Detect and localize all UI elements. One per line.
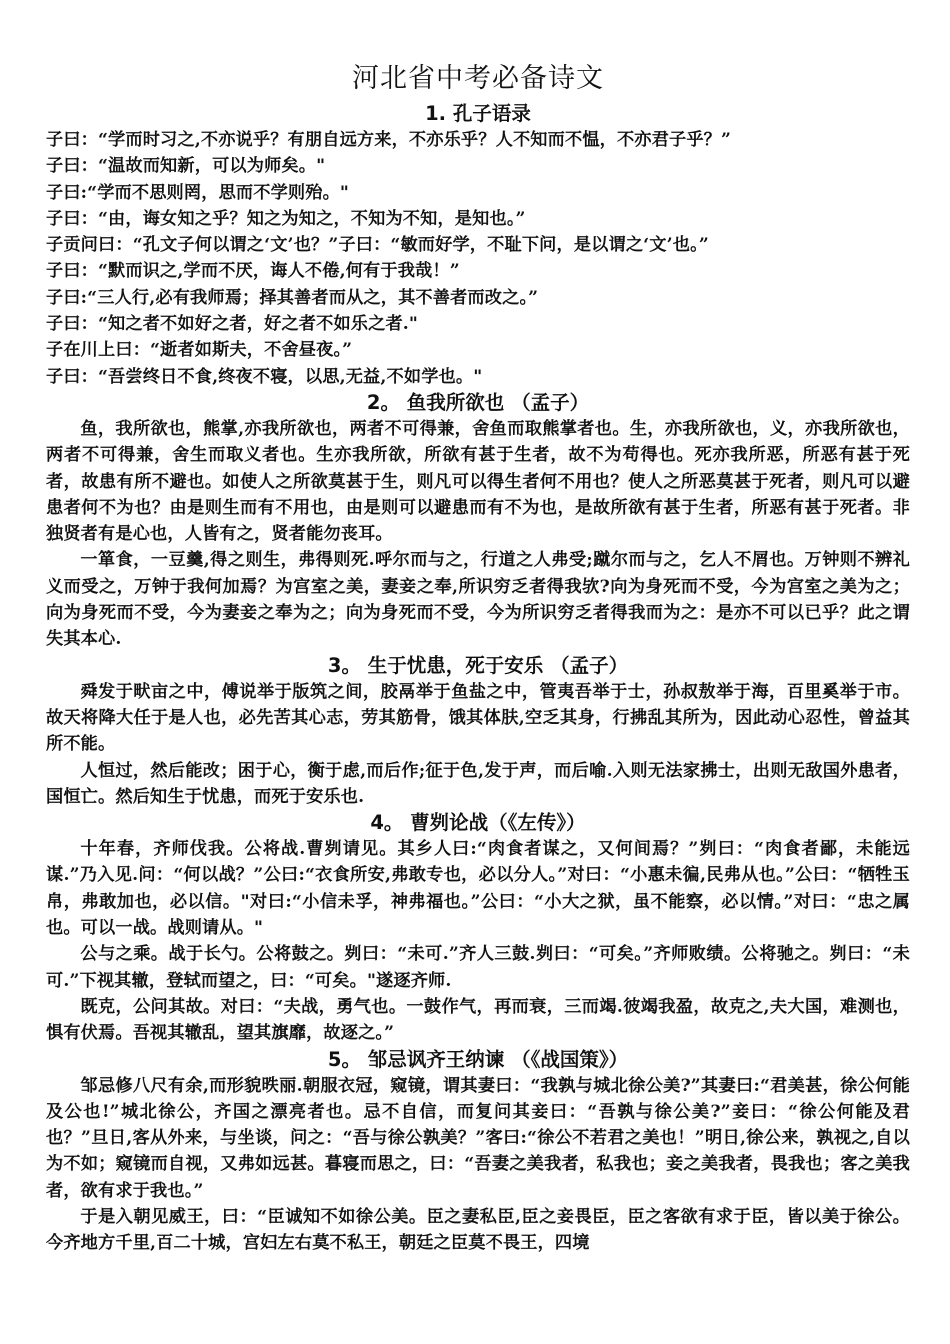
paragraph: 舜发于畎亩之中，傅说举于版筑之间，胶鬲举于鱼盐之中，管夷吾举于士，孙叔敖举于海，百里奚举于市。故天将降大任于是人也，必先苦其心志，劳其筋骨，饿其体肤,空乏其身，行拂乱其所为，因此动心忍性，曾益其所不能。 [46, 681, 910, 755]
text-line: 子曰：“温故而知新，可以为师矣。" [46, 156, 326, 177]
paragraph: 公与之乘。战于长勺。公将鼓之。刿曰：“未可.”齐人三鼓.刿曰：“可矣。”齐师败绩。公将驰之。刿曰：“未可.”下视其辙，登轼而望之，曰：“可矣。"遂逐齐师. [46, 944, 910, 991]
paragraph: 人恒过，然后能改；困于心，衡于虑,而后作;征于色,发于声，而后喻.入则无法家拂士，出则无敌国外患者，国恒亡。然后知生于忧患，而死于安乐也. [46, 760, 910, 807]
section-3 [46, 653, 910, 810]
text-line: 子曰：“吾尝终日不食,终夜不寝，以思,无益,不如学也。" [46, 366, 483, 387]
text-line: 子曰:“三人行,必有我师焉；择其善者而从之，其不善者而改之。” [46, 287, 539, 308]
paragraph: 十年春，齐师伐我。公将战.曹刿请见。其乡人曰:“肉食者谋之，又何间焉？”刿曰：“肉食者鄙，未能远谋.”乃入见.问：“何以战？”公曰:“衣食所安,弗敢专也，必以分人。”对曰：“小惠未徧,民弗从也。”公曰：“牺牲玉帛，弗敢加也，必以信。"对曰:“小信未孚，神弗福也。”公曰：“小大之狱，虽不能察，必以情。”对曰：“忠之属也。可以一战。战则请从。" [46, 839, 910, 939]
section-2 [46, 390, 910, 653]
document-title: 河北省中考必备诗文 [352, 63, 604, 94]
paragraph: 既克，公问其故。对曰：“夫战，勇气也。一鼓作气，再而衰，三而竭.彼竭我盈，故克之,夫大国，难测也，惧有伏焉。吾视其辙乱，望其旗靡，故逐之。” [46, 996, 910, 1044]
section-title: 4。 曹刿论战（《左传》） [370, 811, 586, 835]
section-title: 5。 邹忌讽齐王纳谏 （《战国策》） [327, 1047, 629, 1071]
paragraph: 于是入朝见威王，曰：“臣诚知不如徐公美。臣之妻私臣,臣之妾畏臣，臣之客欲有求于臣，皆以美于徐公。今齐地方千里,百二十城，宫妇左右莫不私王，朝廷之臣莫不畏王，四境 [46, 1206, 910, 1254]
section-title: 1. 孔子语录 [425, 102, 531, 125]
section-title: 3。 生于忧患，死于安乐 （孟子） [327, 653, 629, 677]
text-line: 子曰：“知之者不如好之者，好之者不如乐之者." [46, 314, 419, 335]
text-line: 子曰：“默而识之,学而不厌，诲人不倦,何有于我哉！” [46, 261, 460, 282]
section-title: 2。 鱼我所欲也 （孟子） [366, 390, 590, 414]
text-line: 子曰：“由，诲女知之乎？知之为知之，不知为不知，是知也。” [46, 208, 526, 229]
text-line: 子在川上曰：“逝者如斯夫，不舍昼夜。” [46, 340, 353, 361]
text-line: 子曰:“学而不思则罔，思而不学则殆。" [46, 182, 350, 203]
section-4 [46, 810, 910, 1046]
paragraph: 一箪食，一豆羹,得之则生，弗得则死.呼尔而与之，行道之人弗受;蹴尔而与之，乞人不屑也。万钟则不辨礼义而受之，万钟于我何加焉？为宫室之美，妻妾之奉,所识穷乏者得我欤?向为身死而不受，今为宫室之美为之；向为身死而不受，今为妻妾之奉为之；向为身死而不受，今为所识穷乏者得我而为之：是亦不可以已乎？此之谓失其本心. [46, 550, 910, 650]
section-1 [46, 101, 910, 390]
section-5 [46, 1047, 910, 1257]
paragraph: 邹忌修八尺有余,而形貌昳丽.朝服衣冠，窥镜，谓其妻曰：“我孰与城北徐公美?”其妻曰:“君美甚，徐公何能及公也!”城北徐公，齐国之漂亮者也。忌不自信，而复问其妾曰：“吾孰与徐公美?”妾曰：“徐公何能及君也？”旦日,客从外来，与坐谈，问之：“吾与徐公孰美？”客曰:“徐公不若君之美也！”明日,徐公来，孰视之,自以为不如；窥镜而自视，又弗如远甚。暮寝而思之，曰：“吾妻之美我者，私我也；妾之美我者，畏我也；客之美我者，欲有求于我也。” [46, 1075, 910, 1201]
paragraph: 鱼，我所欲也，熊掌,亦我所欲也，两者不可得兼，舍鱼而取熊掌者也。生，亦我所欲也，义，亦我所欲也，两者不可得兼，舍生而取义者也。生亦我所欲，所欲有甚于生者，故不为苟得也。死亦我所恶，所恶有甚于死者，故患有所不避也。如使人之所欲莫甚于生，则凡可以得生者何不用也？使人之所恶莫甚于死者，则凡可以避患者何不为也？由是则生而有不用也，由是则可以避患而有不为也，是故所欲有甚于生者，所恶有甚于死者。非独贤者有是心也，人皆有之，贤者能勿丧耳。 [46, 418, 910, 545]
text-line: 子曰：“学而时习之,不亦说乎？有朋自远方来，不亦乐乎？人不知而不愠，不亦君子乎？” [46, 130, 732, 150]
text-line: 子贡问曰：“孔文子何以谓之‘文’也？”子曰：“敏而好学，不耻下问，是以谓之‘文’也。” [46, 235, 709, 256]
